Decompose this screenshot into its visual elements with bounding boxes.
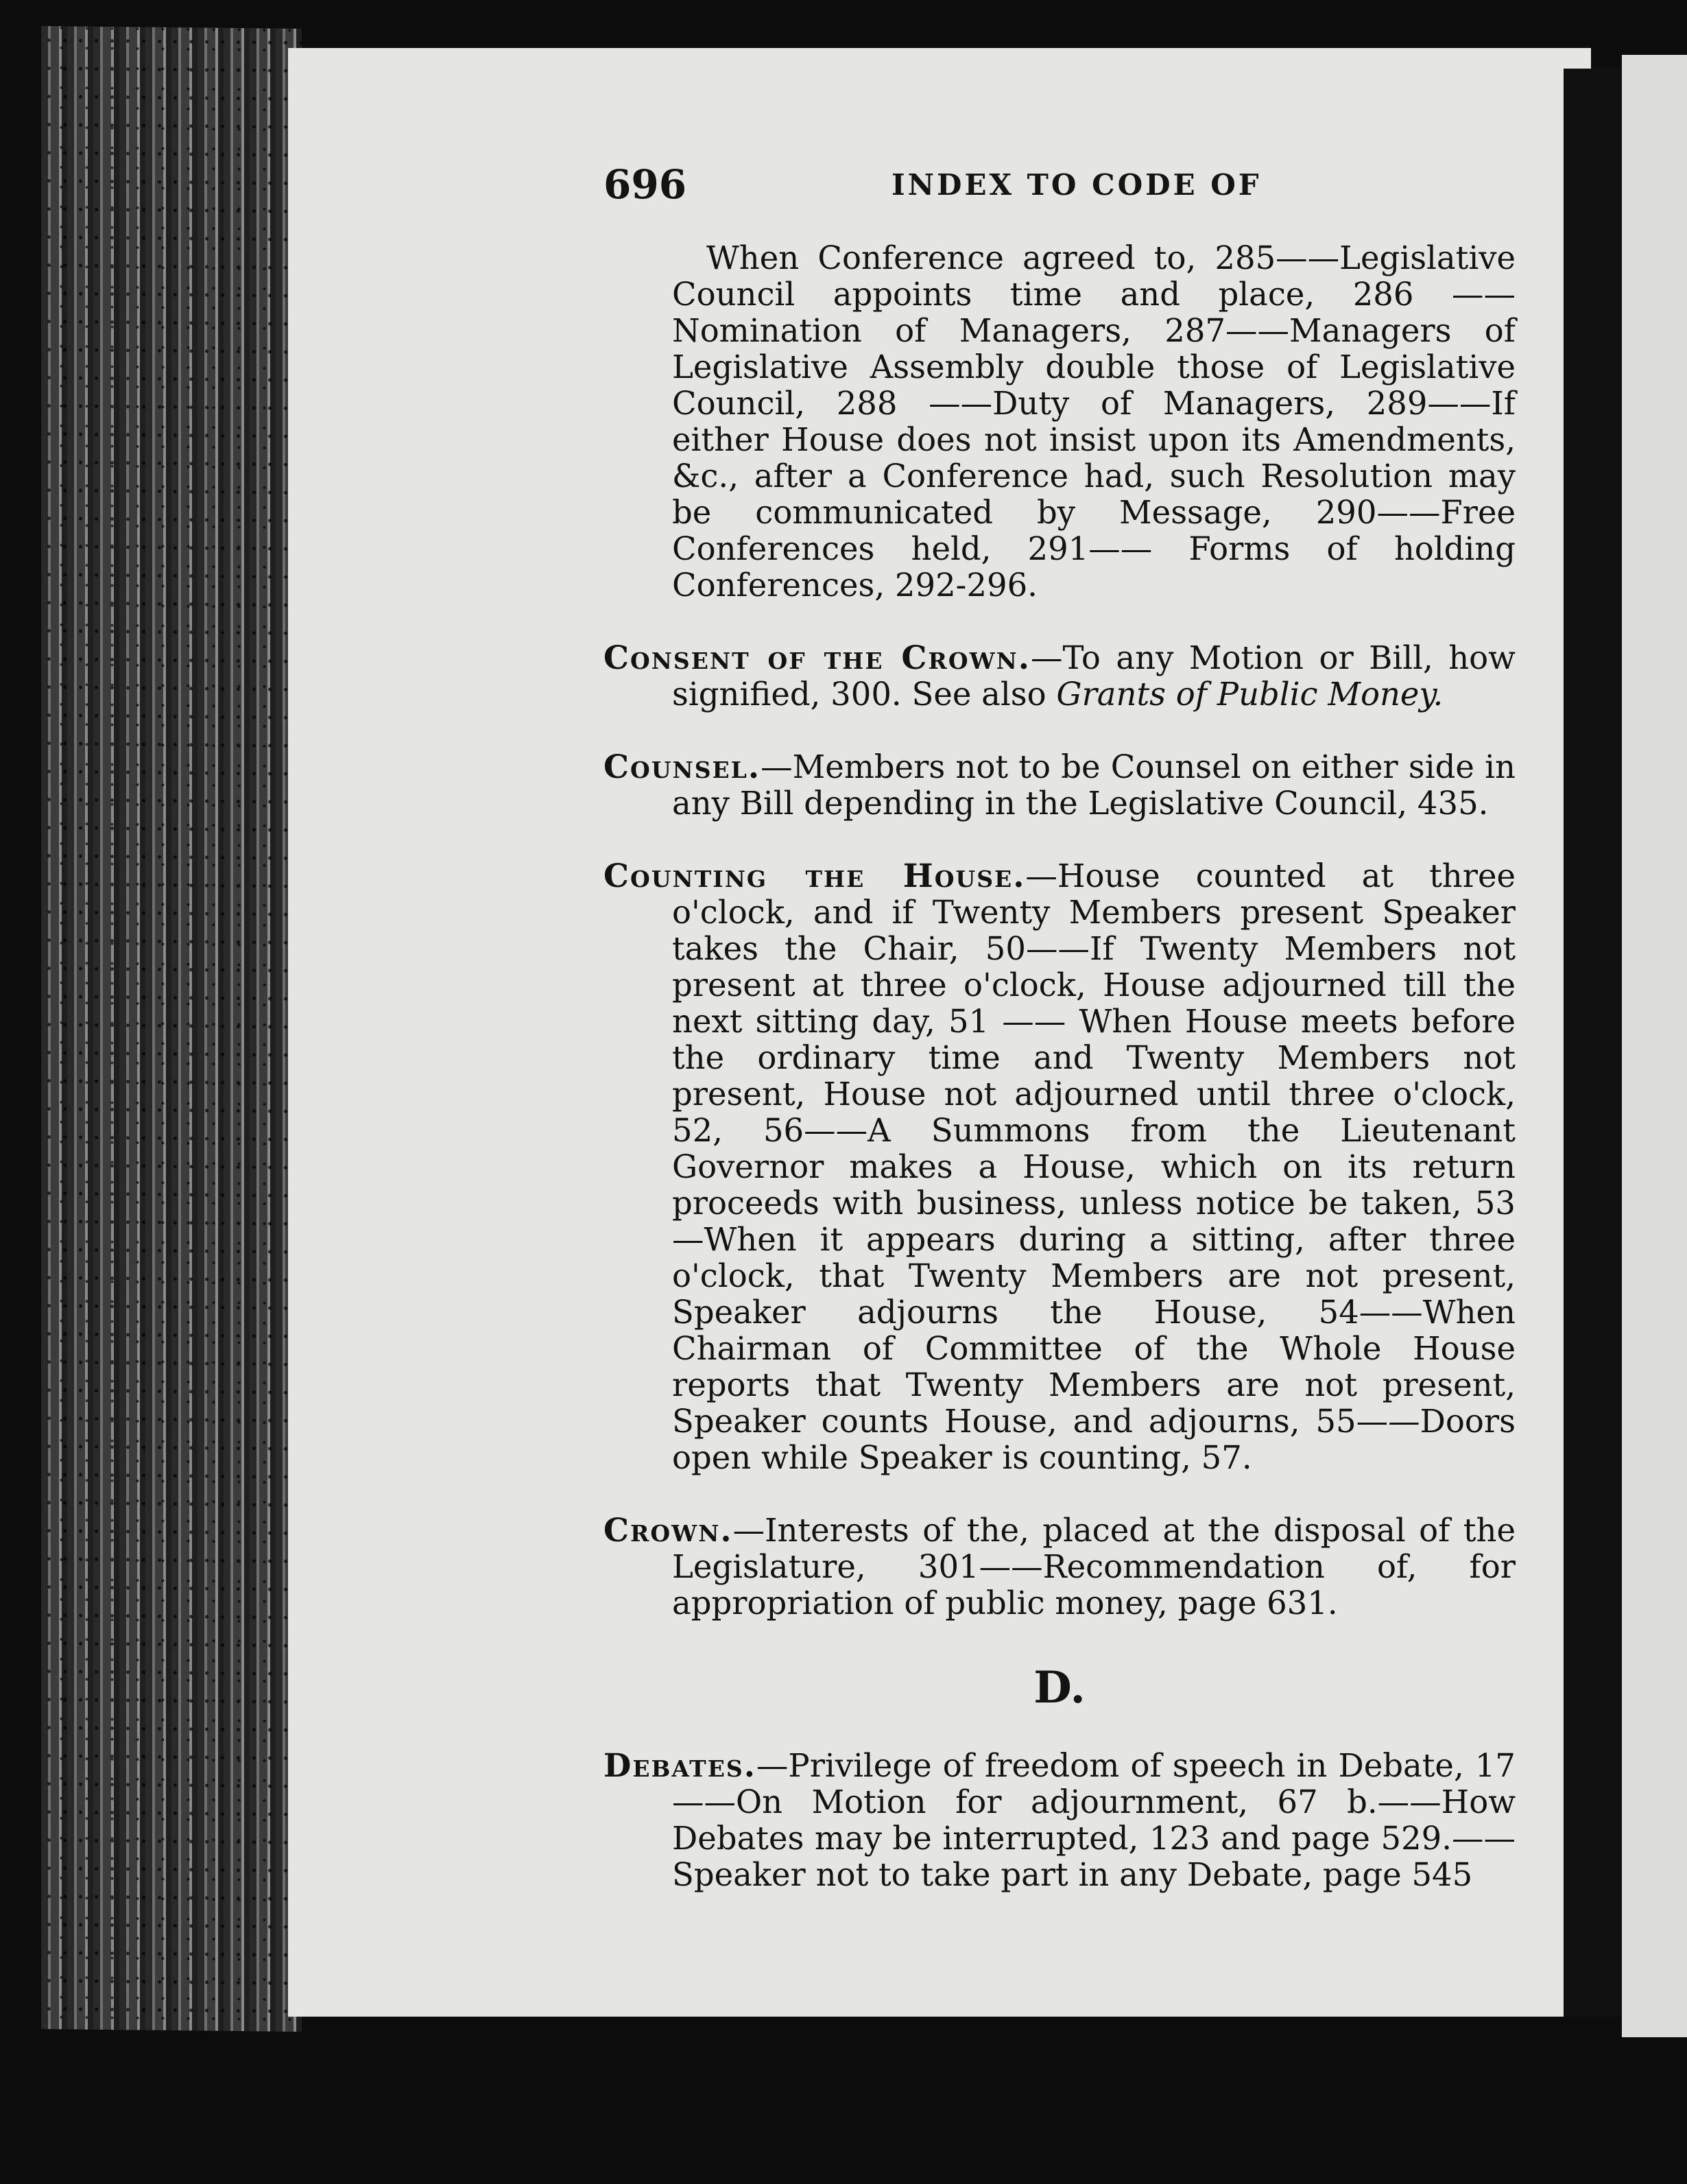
entry-heading: Counsel. xyxy=(603,748,761,785)
index-entry-counting-the-house xyxy=(603,857,1516,1476)
index-entry-crown xyxy=(603,1512,1516,1622)
index-entry-counsel xyxy=(603,748,1516,822)
entry-heading: Debates. xyxy=(603,1746,756,1784)
index-entry-consent-of-the-crown xyxy=(603,639,1516,713)
index-body xyxy=(603,240,1516,1929)
entry-text: —To any Motion or Bill, how signified, 300. See also xyxy=(672,639,1516,713)
entry-heading: Counting the House. xyxy=(603,857,1026,894)
page-header xyxy=(603,161,1509,209)
entry-text: —House counted at three o'clock, and if Twenty Members present Speaker takes the Chair, 50——If Twenty Members not present at three o'clock, House adjourned till the next sitting day, 51 —— When House meets before the ordinary time and Twenty Members not present, House not adjourned until three o'clock, 52, 56——A Summons from the Lieutenant Governor makes a House, which on its return proceeds with business, unless notice be taken, 53—When it appears during a sitting, after three o'clock, that Twenty Members are not present, Speaker adjourns the House, 54——When Chairman of Committee of the Whole House reports that Twenty Members are not present, Speaker counts House, and adjourns, 55——Doors open while Speaker is counting, 57. xyxy=(672,857,1516,1476)
entry-text: —Interests of the, placed at the disposal of the Legislature, 301——Recommendation of, for appropriation of public money, page 631. xyxy=(672,1512,1516,1622)
entry-cross-reference: Grants of Public Money. xyxy=(1056,676,1444,713)
page-number: 696 xyxy=(603,161,687,208)
entry-heading: Crown. xyxy=(603,1511,733,1549)
book-page-edges xyxy=(41,26,302,2032)
section-letter: D. xyxy=(1033,1662,1086,1713)
entry-heading: Consent of the Crown. xyxy=(603,639,1031,676)
running-head: INDEX TO CODE OF xyxy=(892,168,1262,202)
index-entry-debates xyxy=(603,1747,1516,1893)
entry-text: When Conference agreed to, 285——Legislative Council appoints time and place, 286 —— Nomination of Managers, 287——Managers of Legislative Assembly double those of Legislative Council, 288 ——Duty of Managers, 289——If either House does not insist upon its Amendments, &c., after a Conference had, such Resolution may be communicated by Message, 290——Free Conferences held, 291—— Forms of holding Conferences, 292-296. xyxy=(672,239,1516,604)
book-gutter xyxy=(1564,69,1622,2017)
entry-text: —Members not to be Counsel on either side in any Bill depending in the Legislative Council, 435. xyxy=(672,748,1516,822)
facing-page-edge xyxy=(1622,55,1687,2037)
index-entry-conference-continued xyxy=(603,240,1516,604)
entry-text: —Privilege of freedom of speech in Debate, 17 ——On Motion for adjournment, 67 b.——How Debates may be interrupted, 123 and page 529.—— Speaker not to take part in any Debate, page 545 xyxy=(672,1747,1516,1893)
